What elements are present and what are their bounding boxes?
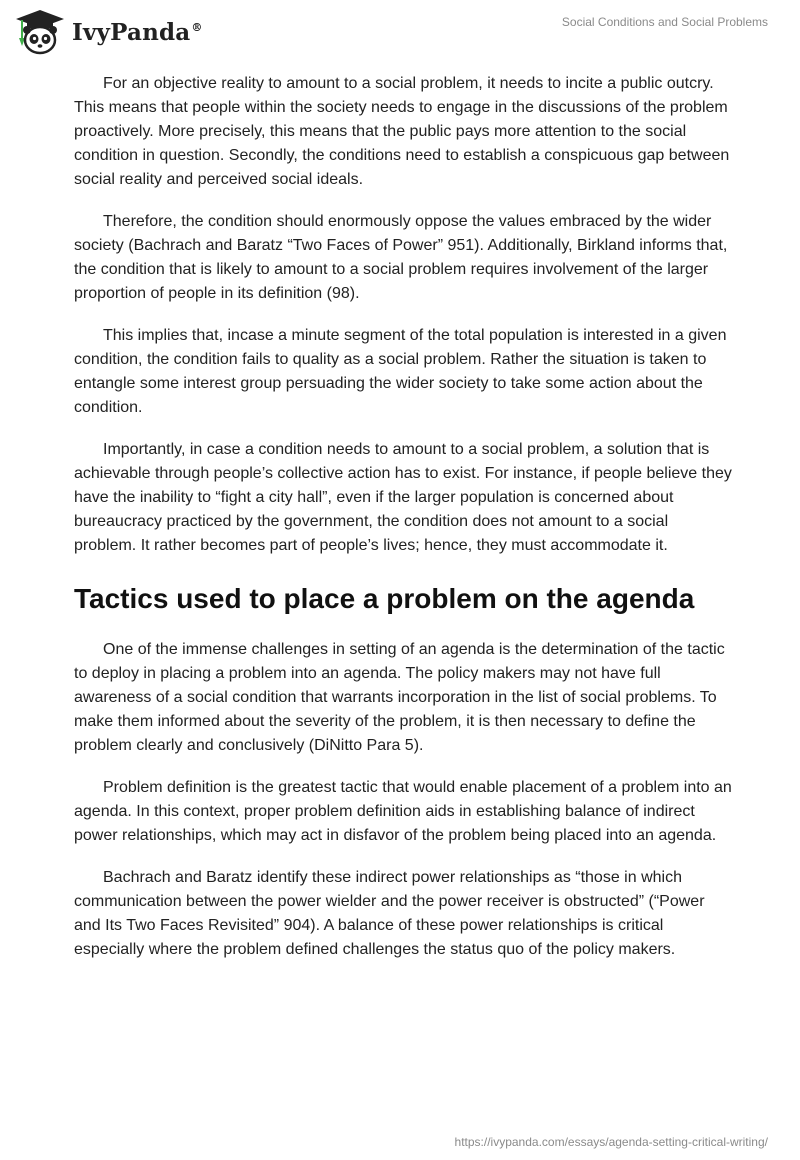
paragraph: One of the immense challenges in setting of an agenda is the determination of the tactic to deploy in placing a problem into an agenda. The policy makers may not have full awareness of a social condition that warrants incorporation in the list of social problems. To make them informed about the severity of the problem, it is then necessary to define the problem clearly and conclusively (DiNitto Para 5). [74,641,725,754]
paragraph: Problem definition is the greatest tactic that would enable placement of a problem into an agenda. In this context, proper problem definition aids in establishing balance of indirect power relationships, which may act in disfavor of the problem being placed into an agenda. [74,779,732,844]
essay-body [74,72,734,980]
paragraph: This implies that, incase a minute segment of the total population is interested in a given condition, the condition fails to quality as a social problem. Rather the situation is taken to entangle some interest group persuading the wider society to take some action about the condition. [74,327,727,416]
registered-mark: ® [191,20,203,34]
brand-name: IvyPanda® [72,18,203,46]
ivypanda-logo[interactable] [14,8,203,56]
source-url-link[interactable]: https://ivypanda.com/essays/agenda-setting-critical-writing/ [454,1135,768,1149]
paragraph: Therefore, the condition should enormously oppose the values embraced by the wider society (Bachrach and Baratz “Two Faces of Power” 951). Additionally, Birkland informs that, the condition that is likely to amount to a social problem requires involvement of the larger proportion of people in its definition (98). [74,213,728,302]
document-title: Social Conditions and Social Problems [561,15,768,29]
paragraph: For an objective reality to amount to a social problem, it needs to incite a public outcry. This means that people within the society needs to engage in the discussions of the problem proactively. More precisely, this means that the public pays more attention to the social condition in question. Secondly, the conditions need to establish a conspicuous gap between social reality and perceived social ideals. [74,75,730,188]
section-heading: Tactics used to place a problem on the agenda [74,583,695,614]
page-header [0,0,800,60]
paragraph: Importantly, in case a condition needs to amount to a social problem, a solution that is achievable through people’s collective action has to exist. For instance, if people believe they have the inability to “fight a city hall”, even if the larger population is concerned about bureaucracy practiced by the government, the condition does not amount to a social problem. It rather becomes part of people’s lives; hence, they must accommodate it. [74,441,732,554]
panda-graduate-icon [14,8,66,56]
paragraph: Bachrach and Baratz identify these indirect power relationships as “those in which communication between the power wielder and the power receiver is obstructed” (“Power and Its Two Faces Revisited” 904). A balance of these power relationships is critical especially where the problem defined challenges the status quo of the policy makers. [74,869,705,958]
